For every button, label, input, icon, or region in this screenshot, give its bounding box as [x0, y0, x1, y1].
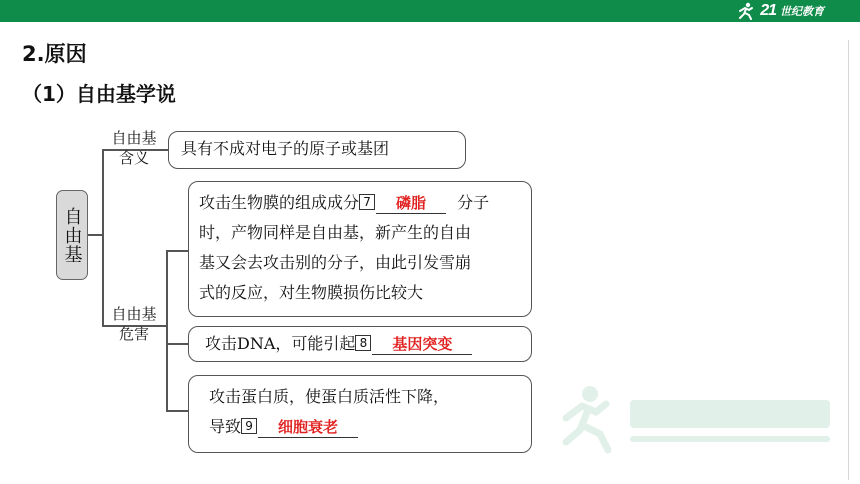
harm2-text: 攻击DNA，可能引起 [205, 334, 356, 353]
blank-number-8: 8 [355, 335, 371, 351]
branch-label-harm: 自由基 危害 [111, 305, 157, 343]
connector-main-vertical [102, 149, 104, 325]
right-divider [848, 40, 849, 480]
harm1-line2: 时，产物同样是自由基，新产生的自由 [199, 223, 472, 242]
logo-mark: 21 [760, 2, 776, 19]
blank-number-9: 9 [241, 418, 257, 434]
connector-root [88, 234, 102, 236]
answer-blank-8: 基因突变 [372, 334, 472, 355]
branch-label-meaning: 自由基 含义 [111, 129, 157, 167]
harm3-line1: 攻击蛋白质，使蛋白质活性下降， [209, 387, 450, 406]
harm1-text-after: 分子 [457, 193, 490, 212]
meaning-text: 具有不成对电子的原子或基团 [181, 139, 390, 158]
brand-logo [736, 1, 824, 21]
harm1-line4: 式的反应，对生物膜损伤比较大 [199, 283, 424, 302]
runner-icon [736, 2, 756, 20]
logo-text: 世纪教育 [780, 5, 824, 18]
answer-blank-7: 磷脂 [376, 193, 446, 214]
answer-blank-9: 细胞衰老 [258, 417, 358, 438]
harm-box-dna [188, 326, 532, 362]
harm1-line3: 基又会去攻击别的分子，由此引发雪崩 [199, 253, 472, 272]
harm-box-protein [188, 375, 532, 453]
section-subheading: （1）自由基学说 [22, 82, 176, 106]
watermark-logo [560, 378, 840, 458]
connector-harm2 [166, 343, 188, 345]
harm1-text-before: 攻击生物膜的组成成分 [199, 193, 360, 212]
harm-box-membrane [188, 181, 532, 317]
connector-harm-vertical [166, 250, 168, 410]
blank-number-7: 7 [359, 194, 375, 210]
connector-harm1 [166, 250, 188, 252]
harm3-text-before: 导致 [209, 417, 242, 436]
top-banner [0, 0, 860, 22]
root-node: 自由基 [56, 190, 88, 280]
connector-harm3 [166, 410, 188, 412]
meaning-box [168, 131, 466, 169]
section-heading: 2.原因 [22, 42, 87, 66]
